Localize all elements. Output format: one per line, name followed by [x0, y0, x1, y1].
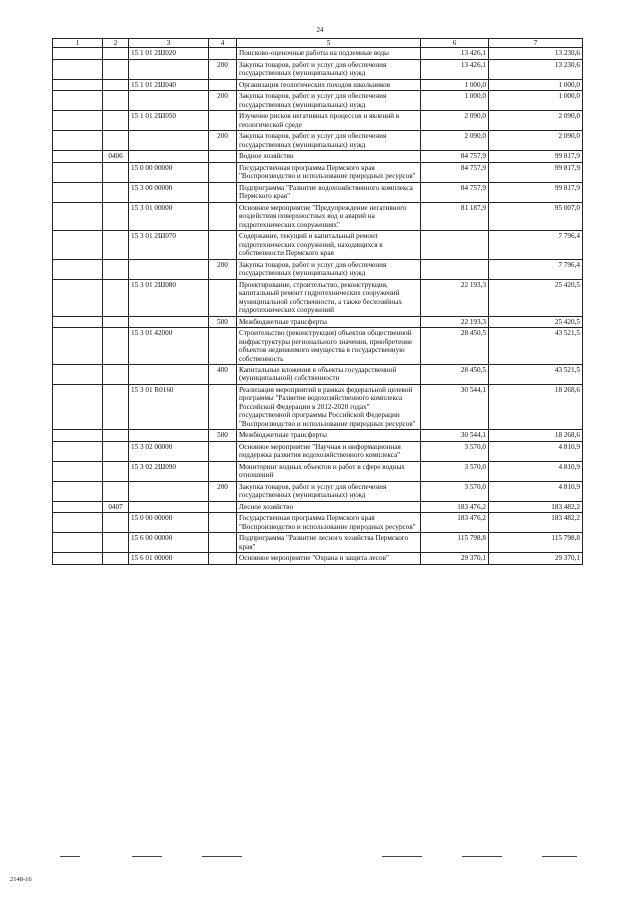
cell-section-code [103, 259, 129, 279]
table-row [53, 384, 583, 429]
cell-amount-year2: 4 810,9 [489, 481, 583, 501]
cell-amount-year2: 1 000,0 [489, 79, 583, 90]
cell-col1 [53, 91, 103, 111]
cell-target-article [129, 259, 209, 279]
cell-col1 [53, 279, 103, 316]
cell-section-code [103, 59, 129, 79]
cell-col1 [53, 441, 103, 461]
cell-section-code [103, 48, 129, 59]
table-row [53, 316, 583, 327]
cell-amount-year2: 99 817,9 [489, 182, 583, 202]
table-row [53, 533, 583, 553]
cell-expense-type [209, 279, 237, 316]
cell-amount-year1: 22 193,3 [421, 316, 489, 327]
cell-name: Организация геологических походов школьников [237, 79, 421, 90]
table-row [53, 461, 583, 481]
cell-expense-type [209, 441, 237, 461]
cell-amount-year1: 1 000,0 [421, 79, 489, 90]
header-cell: 3 [129, 39, 209, 48]
cell-col1 [53, 48, 103, 59]
cell-section-code [103, 461, 129, 481]
cell-section-code [103, 430, 129, 441]
cell-col1 [53, 79, 103, 90]
header-cell: 4 [209, 39, 237, 48]
cell-amount-year2: 7 796,4 [489, 231, 583, 259]
cell-section-code: 0406 [103, 151, 129, 162]
cell-name: Поисково-оценочные работы на подземные воды [237, 48, 421, 59]
cell-amount-year1: 84 757,9 [421, 162, 489, 182]
cell-target-article [129, 59, 209, 79]
cell-expense-type [209, 151, 237, 162]
cell-section-code [103, 533, 129, 553]
cell-target-article: 15 0 00 00000 [129, 513, 209, 533]
cell-amount-year1 [421, 231, 489, 259]
cell-amount-year2: 2 090,0 [489, 131, 583, 151]
cell-name: Подпрограмма "Развитие лесного хозяйства Пермского края" [237, 533, 421, 553]
cell-expense-type [209, 501, 237, 512]
cell-expense-type [209, 553, 237, 564]
cell-target-article: 15 0 00 00000 [129, 162, 209, 182]
budget-table [52, 38, 583, 565]
cell-section-code [103, 202, 129, 230]
cell-amount-year2: 4 810,9 [489, 441, 583, 461]
cell-name: Основное мероприятие "Предупреждение негативного воздействия поверхностных вод и аварий на гидротехнических сооружениях" [237, 202, 421, 230]
header-cell: 5 [237, 39, 421, 48]
cell-target-article [129, 151, 209, 162]
cell-section-code [103, 79, 129, 90]
cell-target-article [129, 430, 209, 441]
cell-name: Водное хозяйство [237, 151, 421, 162]
cell-name: Капитальные вложения в объекты государственной (муниципальной) собственности [237, 364, 421, 384]
cell-col1 [53, 430, 103, 441]
cell-name: Государственная программа Пермского края "Воспроизводство и использование природных ресурсов" [237, 513, 421, 533]
cell-section-code [103, 481, 129, 501]
cell-col1 [53, 513, 103, 533]
cell-name: Закупка товаров, работ и услуг для обеспечения государственных (муниципальных) нужд [237, 481, 421, 501]
cell-amount-year1: 2 090,0 [421, 111, 489, 131]
cell-amount-year2: 1 000,0 [489, 91, 583, 111]
cell-amount-year1: 30 544,1 [421, 430, 489, 441]
cell-amount-year2: 18 268,6 [489, 384, 583, 429]
table-row [53, 553, 583, 564]
document-code: 2148-16 [10, 876, 32, 883]
cell-col1 [53, 202, 103, 230]
table-row [53, 79, 583, 90]
cell-amount-year2: 43 521,5 [489, 364, 583, 384]
cell-name: Мониторинг водных объектов и работ в сфере водных отношений [237, 461, 421, 481]
table-row [53, 364, 583, 384]
cell-section-code [103, 279, 129, 316]
table-row [53, 202, 583, 230]
cell-col1 [53, 481, 103, 501]
cell-amount-year2: 2 090,0 [489, 111, 583, 131]
cell-expense-type [209, 79, 237, 90]
cell-amount-year2: 29 370,1 [489, 553, 583, 564]
cell-amount-year1: 3 570,0 [421, 441, 489, 461]
cell-section-code [103, 91, 129, 111]
cell-amount-year2: 99 817,9 [489, 151, 583, 162]
cell-section-code [103, 513, 129, 533]
cell-target-article: 15 3 02 00000 [129, 441, 209, 461]
cell-name: Лесное хозяйство [237, 501, 421, 512]
table-row [53, 59, 583, 79]
cell-target-article [129, 131, 209, 151]
table-row [53, 259, 583, 279]
cell-expense-type: 200 [209, 131, 237, 151]
cell-target-article: 15 3 00 00000 [129, 182, 209, 202]
cell-expense-type [209, 461, 237, 481]
cell-name: Изучение рисков негативных процессов и явлений в геологической среде [237, 111, 421, 131]
cell-amount-year2: 18 268,6 [489, 430, 583, 441]
page-number: 24 [316, 26, 324, 34]
cell-expense-type [209, 231, 237, 259]
cell-target-article: 15 3 01 2Ш080 [129, 279, 209, 316]
table-row [53, 231, 583, 259]
cell-col1 [53, 316, 103, 327]
header-cell: 1 [53, 39, 103, 48]
cell-name: Строительство (реконструкция) объектов общественной инфраструктуры регионального значения, приобретение объектов недвижимого имущества в государственную собственность [237, 328, 421, 365]
table-row [53, 481, 583, 501]
cell-name: Межбюджетные трансферты [237, 316, 421, 327]
cell-name: Подпрограмма "Развитие водохозяйственного комплекса Пермского края" [237, 182, 421, 202]
table-row [53, 430, 583, 441]
table-row [53, 48, 583, 59]
cell-expense-type: 200 [209, 91, 237, 111]
cell-col1 [53, 59, 103, 79]
cell-col1 [53, 131, 103, 151]
cell-section-code [103, 162, 129, 182]
cell-name: Закупка товаров, работ и услуг для обеспечения государственных (муниципальных) нужд [237, 91, 421, 111]
cell-expense-type: 500 [209, 316, 237, 327]
cell-amount-year1: 183 476,2 [421, 513, 489, 533]
cell-amount-year1: 3 570,0 [421, 481, 489, 501]
cell-amount-year1 [421, 259, 489, 279]
cell-amount-year1: 183 476,2 [421, 501, 489, 512]
cell-target-article: 15 1 01 2Ш040 [129, 79, 209, 90]
cell-amount-year1: 29 370,1 [421, 553, 489, 564]
cell-target-article: 15 1 01 2Ш020 [129, 48, 209, 59]
cell-section-code [103, 553, 129, 564]
cell-expense-type: 400 [209, 364, 237, 384]
cell-col1 [53, 231, 103, 259]
cell-section-code [103, 131, 129, 151]
cell-section-code [103, 316, 129, 327]
cell-amount-year1: 84 757,9 [421, 182, 489, 202]
cell-amount-year1: 13 426,1 [421, 48, 489, 59]
table-row [53, 279, 583, 316]
cell-col1 [53, 461, 103, 481]
cell-expense-type [209, 328, 237, 365]
cell-name: Закупка товаров, работ и услуг для обеспечения государственных (муниципальных) нужд [237, 131, 421, 151]
cell-section-code [103, 111, 129, 131]
cell-amount-year1: 3 570,0 [421, 461, 489, 481]
cell-expense-type [209, 162, 237, 182]
cell-name: Межбюджетные трансферты [237, 430, 421, 441]
cell-amount-year1: 28 450,5 [421, 328, 489, 365]
table-row [53, 513, 583, 533]
table-header-row [53, 39, 583, 48]
table-row [53, 162, 583, 182]
cell-expense-type: 200 [209, 59, 237, 79]
cell-section-code [103, 384, 129, 429]
cell-target-article [129, 364, 209, 384]
cell-target-article [129, 316, 209, 327]
cell-section-code [103, 364, 129, 384]
header-cell: 7 [489, 39, 583, 48]
header-cell: 6 [421, 39, 489, 48]
cell-target-article: 15 6 01 00000 [129, 553, 209, 564]
cell-amount-year1: 22 193,3 [421, 279, 489, 316]
cell-amount-year2: 4 810,9 [489, 461, 583, 481]
cell-target-article: 15 6 00 00000 [129, 533, 209, 553]
cell-amount-year1: 13 426,1 [421, 59, 489, 79]
cell-amount-year1: 84 757,9 [421, 151, 489, 162]
cell-section-code [103, 231, 129, 259]
cell-col1 [53, 151, 103, 162]
cell-target-article: 15 3 01 2Ш070 [129, 231, 209, 259]
cell-name: Содержание, текущий и капитальный ремонт гидротехнических сооружений, находящихся в собственности Пермского края [237, 231, 421, 259]
cell-amount-year1: 2 090,0 [421, 131, 489, 151]
cell-expense-type: 200 [209, 259, 237, 279]
cell-amount-year2: 183 482,2 [489, 513, 583, 533]
cell-section-code [103, 182, 129, 202]
table-row [53, 111, 583, 131]
cell-col1 [53, 182, 103, 202]
cell-col1 [53, 162, 103, 182]
table-row [53, 501, 583, 512]
cell-amount-year1: 28 450,5 [421, 364, 489, 384]
cell-target-article [129, 501, 209, 512]
cell-amount-year1: 30 544,1 [421, 384, 489, 429]
cell-amount-year2: 25 420,5 [489, 279, 583, 316]
cell-amount-year1: 1 000,0 [421, 91, 489, 111]
cell-section-code: 0407 [103, 501, 129, 512]
cell-name: Реализация мероприятий в рамках федеральной целевой программы "Развитие водохозяйственного комплекса Российской Федерации в 2012-2020 годах" государственной программы Российской Федерации "Воспроизводство и использование природных ресурсов" [237, 384, 421, 429]
cell-target-article: 15 1 01 2Ш050 [129, 111, 209, 131]
cell-expense-type [209, 202, 237, 230]
cell-col1 [53, 501, 103, 512]
cell-target-article: 15 3 01 42000 [129, 328, 209, 365]
cell-amount-year2: 13 230,6 [489, 59, 583, 79]
cell-name: Основное мероприятие "Охрана и защита лесов" [237, 553, 421, 564]
cell-col1 [53, 328, 103, 365]
table-row [53, 441, 583, 461]
cell-target-article [129, 91, 209, 111]
cell-expense-type [209, 182, 237, 202]
cell-expense-type: 200 [209, 481, 237, 501]
cell-expense-type: 500 [209, 430, 237, 441]
cell-amount-year2: 115 798,8 [489, 533, 583, 553]
cell-amount-year2: 13 230,6 [489, 48, 583, 59]
cell-col1 [53, 364, 103, 384]
cell-amount-year2: 25 420,5 [489, 316, 583, 327]
cell-col1 [53, 384, 103, 429]
table-row [53, 131, 583, 151]
cell-target-article: 15 3 02 2Ш090 [129, 461, 209, 481]
cell-section-code [103, 441, 129, 461]
cell-target-article: 15 3 01 00000 [129, 202, 209, 230]
cell-col1 [53, 533, 103, 553]
header-cell: 2 [103, 39, 129, 48]
cell-expense-type [209, 384, 237, 429]
table-row [53, 151, 583, 162]
cell-name: Закупка товаров, работ и услуг для обеспечения государственных (муниципальных) нужд [237, 59, 421, 79]
cell-expense-type [209, 513, 237, 533]
cell-amount-year2: 99 817,9 [489, 162, 583, 182]
table-row [53, 328, 583, 365]
cell-name: Проектирование, строительство, реконструкция, капитальный ремонт гидротехнических сооружений муниципальной собственности, а также бесхозяйных гидротехнических сооружений [237, 279, 421, 316]
cell-target-article: 15 3 01 R0160 [129, 384, 209, 429]
cell-expense-type [209, 111, 237, 131]
cell-name: Государственная программа Пермского края "Воспроизводство и использование природных ресурсов" [237, 162, 421, 182]
cell-amount-year2: 43 521,5 [489, 328, 583, 365]
cell-expense-type [209, 48, 237, 59]
cell-section-code [103, 328, 129, 365]
table-row [53, 91, 583, 111]
table-row [53, 182, 583, 202]
cell-col1 [53, 553, 103, 564]
cell-name: Основное мероприятие "Научная и информационная поддержка развития водохозяйственного комплекса" [237, 441, 421, 461]
cell-expense-type [209, 533, 237, 553]
cell-name: Закупка товаров, работ и услуг для обеспечения государственных (муниципальных) нужд [237, 259, 421, 279]
cell-col1 [53, 111, 103, 131]
cell-amount-year2: 183 482,2 [489, 501, 583, 512]
cell-col1 [53, 259, 103, 279]
cell-amount-year2: 95 007,0 [489, 202, 583, 230]
cell-amount-year1: 115 798,8 [421, 533, 489, 553]
cell-amount-year1: 81 187,9 [421, 202, 489, 230]
cell-amount-year2: 7 796,4 [489, 259, 583, 279]
cell-target-article [129, 481, 209, 501]
